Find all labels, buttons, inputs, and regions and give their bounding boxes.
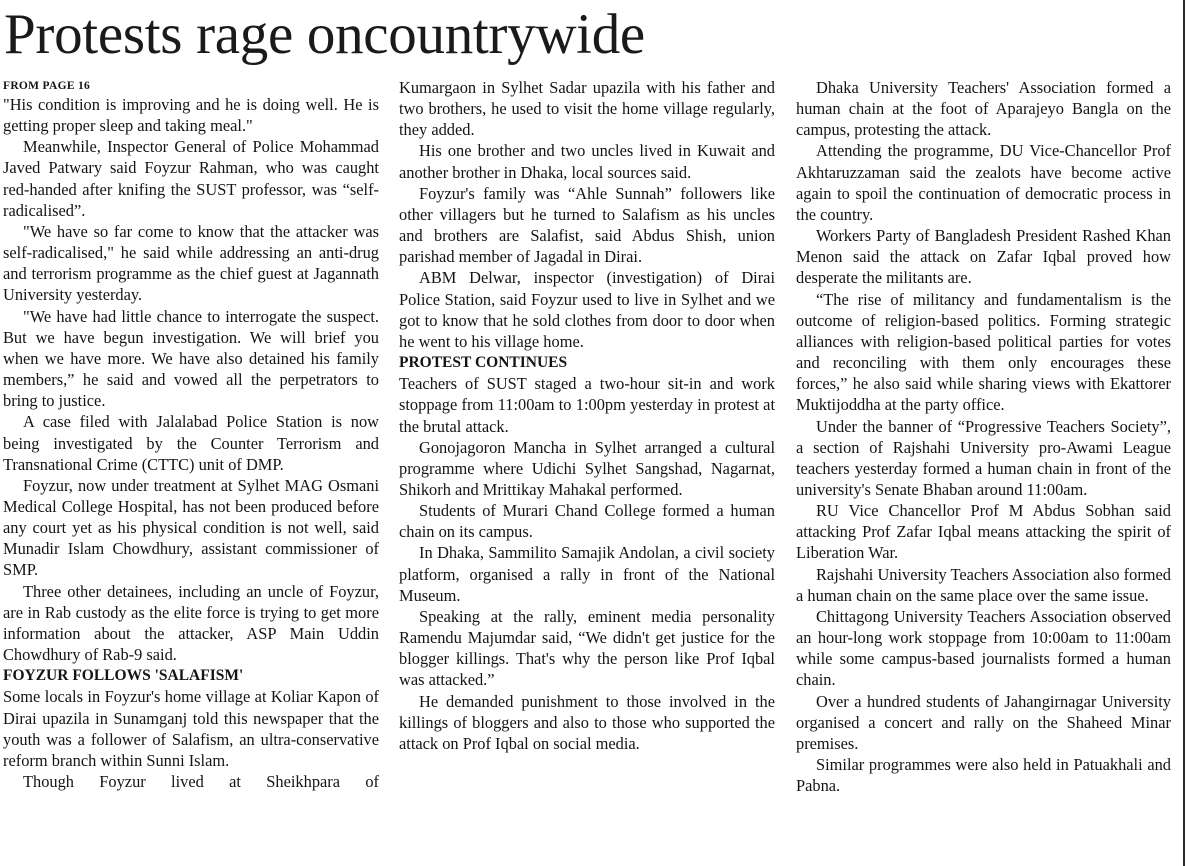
- article-column-1: [3, 78, 379, 792]
- paragraph: In Dhaka, Sammilito Samajik Andolan, a civil society platform, organised a rally in front of the National Museum.: [399, 543, 775, 605]
- paragraph: "We have had little chance to interrogate the suspect. But we have begun investigation. We will brief you when we have more. We have also detained his family members,” he said and vowed all the perpetrators to bring to justice.: [3, 306, 379, 411]
- continuation-label: FROM PAGE 16: [3, 80, 91, 92]
- paragraph: "His condition is improving and he is doing well. He is getting proper sleep and taking meal.": [3, 95, 379, 136]
- paragraph: Dhaka University Teachers' Association formed a human chain at the foot of Aparajeyo Bangla on the campus, protesting the attack.: [796, 78, 1171, 140]
- paragraph: Teachers of SUST staged a two-hour sit-in and work stoppage from 11:00am to 1:00pm yesterday in protest at the brutal attack.: [399, 374, 775, 436]
- paragraph: Some locals in Foyzur's home village at Koliar Kapon of Dirai upazila in Sunamganj told this newspaper that the youth was a follower of Salafism, an ultra-conservative reform branch within Sunni Islam.: [3, 687, 379, 770]
- paragraph: Three other detainees, including an uncle of Foyzur, are in Rab custody as the elite force is trying to get more information about the attacker, ASP Main Uddin Chowdhury of Rab-9 said.: [3, 581, 379, 665]
- paragraph: Foyzur's family was “Ahle Sunnah” followers like other villagers but he turned to Salafism as his uncles and brothers are Salafist, said Abdus Shish, union parishad member of Jagadal in Dirai.: [399, 183, 775, 267]
- paragraph: Over a hundred students of Jahangirnagar University organised a concert and rally on the Shaheed Minar premises.: [796, 691, 1171, 753]
- paragraph: Workers Party of Bangladesh President Rashed Khan Menon said the attack on Zafar Iqbal proved how desperate the militants are.: [796, 226, 1171, 288]
- paragraph: Rajshahi University Teachers Association also formed a human chain on the same place over the same issue.: [796, 564, 1171, 605]
- paragraph: Similar programmes were also held in Patuakhali and Pabna.: [796, 755, 1171, 796]
- paragraph: Kumargaon in Sylhet Sadar upazila with his father and two brothers, he used to visit the home village regularly, they added.: [399, 78, 775, 140]
- paragraph: Meanwhile, Inspector General of Police Mohammad Javed Patwary said Foyzur Rahman, who was caught red-handed after knifing the SUST professor, was “self-radicalised”.: [3, 137, 379, 220]
- paragraph: Attending the programme, DU Vice-Chancellor Prof Akhtaruzzaman said the zealots have become active again to spoil the continuation of democratic process in the country.: [796, 141, 1171, 224]
- paragraph: Speaking at the rally, eminent media personality Ramendu Majumdar said, “We didn't get justice for the blogger killings. That's why the person like Prof Iqbal was attacked.”: [399, 606, 775, 690]
- paragraph: Students of Murari Chand College formed a human chain on its campus.: [399, 501, 775, 542]
- article-column-2: [399, 77, 775, 754]
- paragraph: He demanded punishment to those involved in the killings of bloggers and also to those who supported the attack on Prof Iqbal on social media.: [399, 691, 775, 753]
- subheading: PROTEST CONTINUES: [399, 354, 568, 372]
- article-column-3: [796, 77, 1171, 796]
- paragraph: “The rise of militancy and fundamentalism is the outcome of religion-based politics. Forming strategic alliances with religion-based political parties for votes and reconciling with them only encourages these forces,” he also said while sharing views with Ekattorer Muktijoddha at the party office.: [796, 289, 1171, 415]
- headline: Protests rage oncountrywide: [4, 3, 645, 66]
- paragraph: Chittagong University Teachers Association observed an hour-long work stoppage from 10:00am to 11:00am while some campus-based journalists formed a human chain.: [796, 606, 1171, 690]
- paragraph: Gonojagoron Mancha in Sylhet arranged a cultural programme where Udichi Sylhet Sangshad, Nagarnat, Shikorh and Mrittikay Mahakal performed.: [399, 437, 775, 499]
- paragraph: A case filed with Jalalabad Police Station is now being investigated by the Counter Terrorism and Transnational Crime (CTTC) unit of DMP.: [3, 412, 379, 474]
- paragraph: Foyzur, now under treatment at Sylhet MAG Osmani Medical College Hospital, has not been produced before any court yet as his physical condition is not well, said Munadir Islam Chowdhury, assistant commissioner of SMP.: [3, 475, 379, 580]
- paragraph: Under the banner of “Progressive Teachers Society”, a section of Rajshahi University pro-Awami League teachers yesterday formed a human chain in front of the university's Senate Bhaban around 11:00am.: [796, 416, 1171, 499]
- paragraph: RU Vice Chancellor Prof M Abdus Sobhan said attacking Prof Zafar Iqbal means attacking the spirit of Liberation War.: [796, 501, 1171, 563]
- paragraph: His one brother and two uncles lived in Kuwait and another brother in Dhaka, local sources said.: [399, 141, 775, 182]
- page-border: [1183, 0, 1185, 866]
- paragraph: Though Foyzur lived at Sheikhpara of: [23, 772, 379, 791]
- paragraph: ABM Delwar, inspector (investigation) of Dirai Police Station, said Foyzur used to live in Sylhet and we got to know that he sold clothes from door to door when he went to his village home.: [399, 268, 775, 351]
- paragraph: "We have so far come to know that the attacker was self-radicalised," he said while addressing an anti-drug and terrorism programme as the chief guest at Jagannath University yesterday.: [3, 221, 379, 305]
- subheading: FOYZUR FOLLOWS 'SALAFISM': [3, 667, 244, 685]
